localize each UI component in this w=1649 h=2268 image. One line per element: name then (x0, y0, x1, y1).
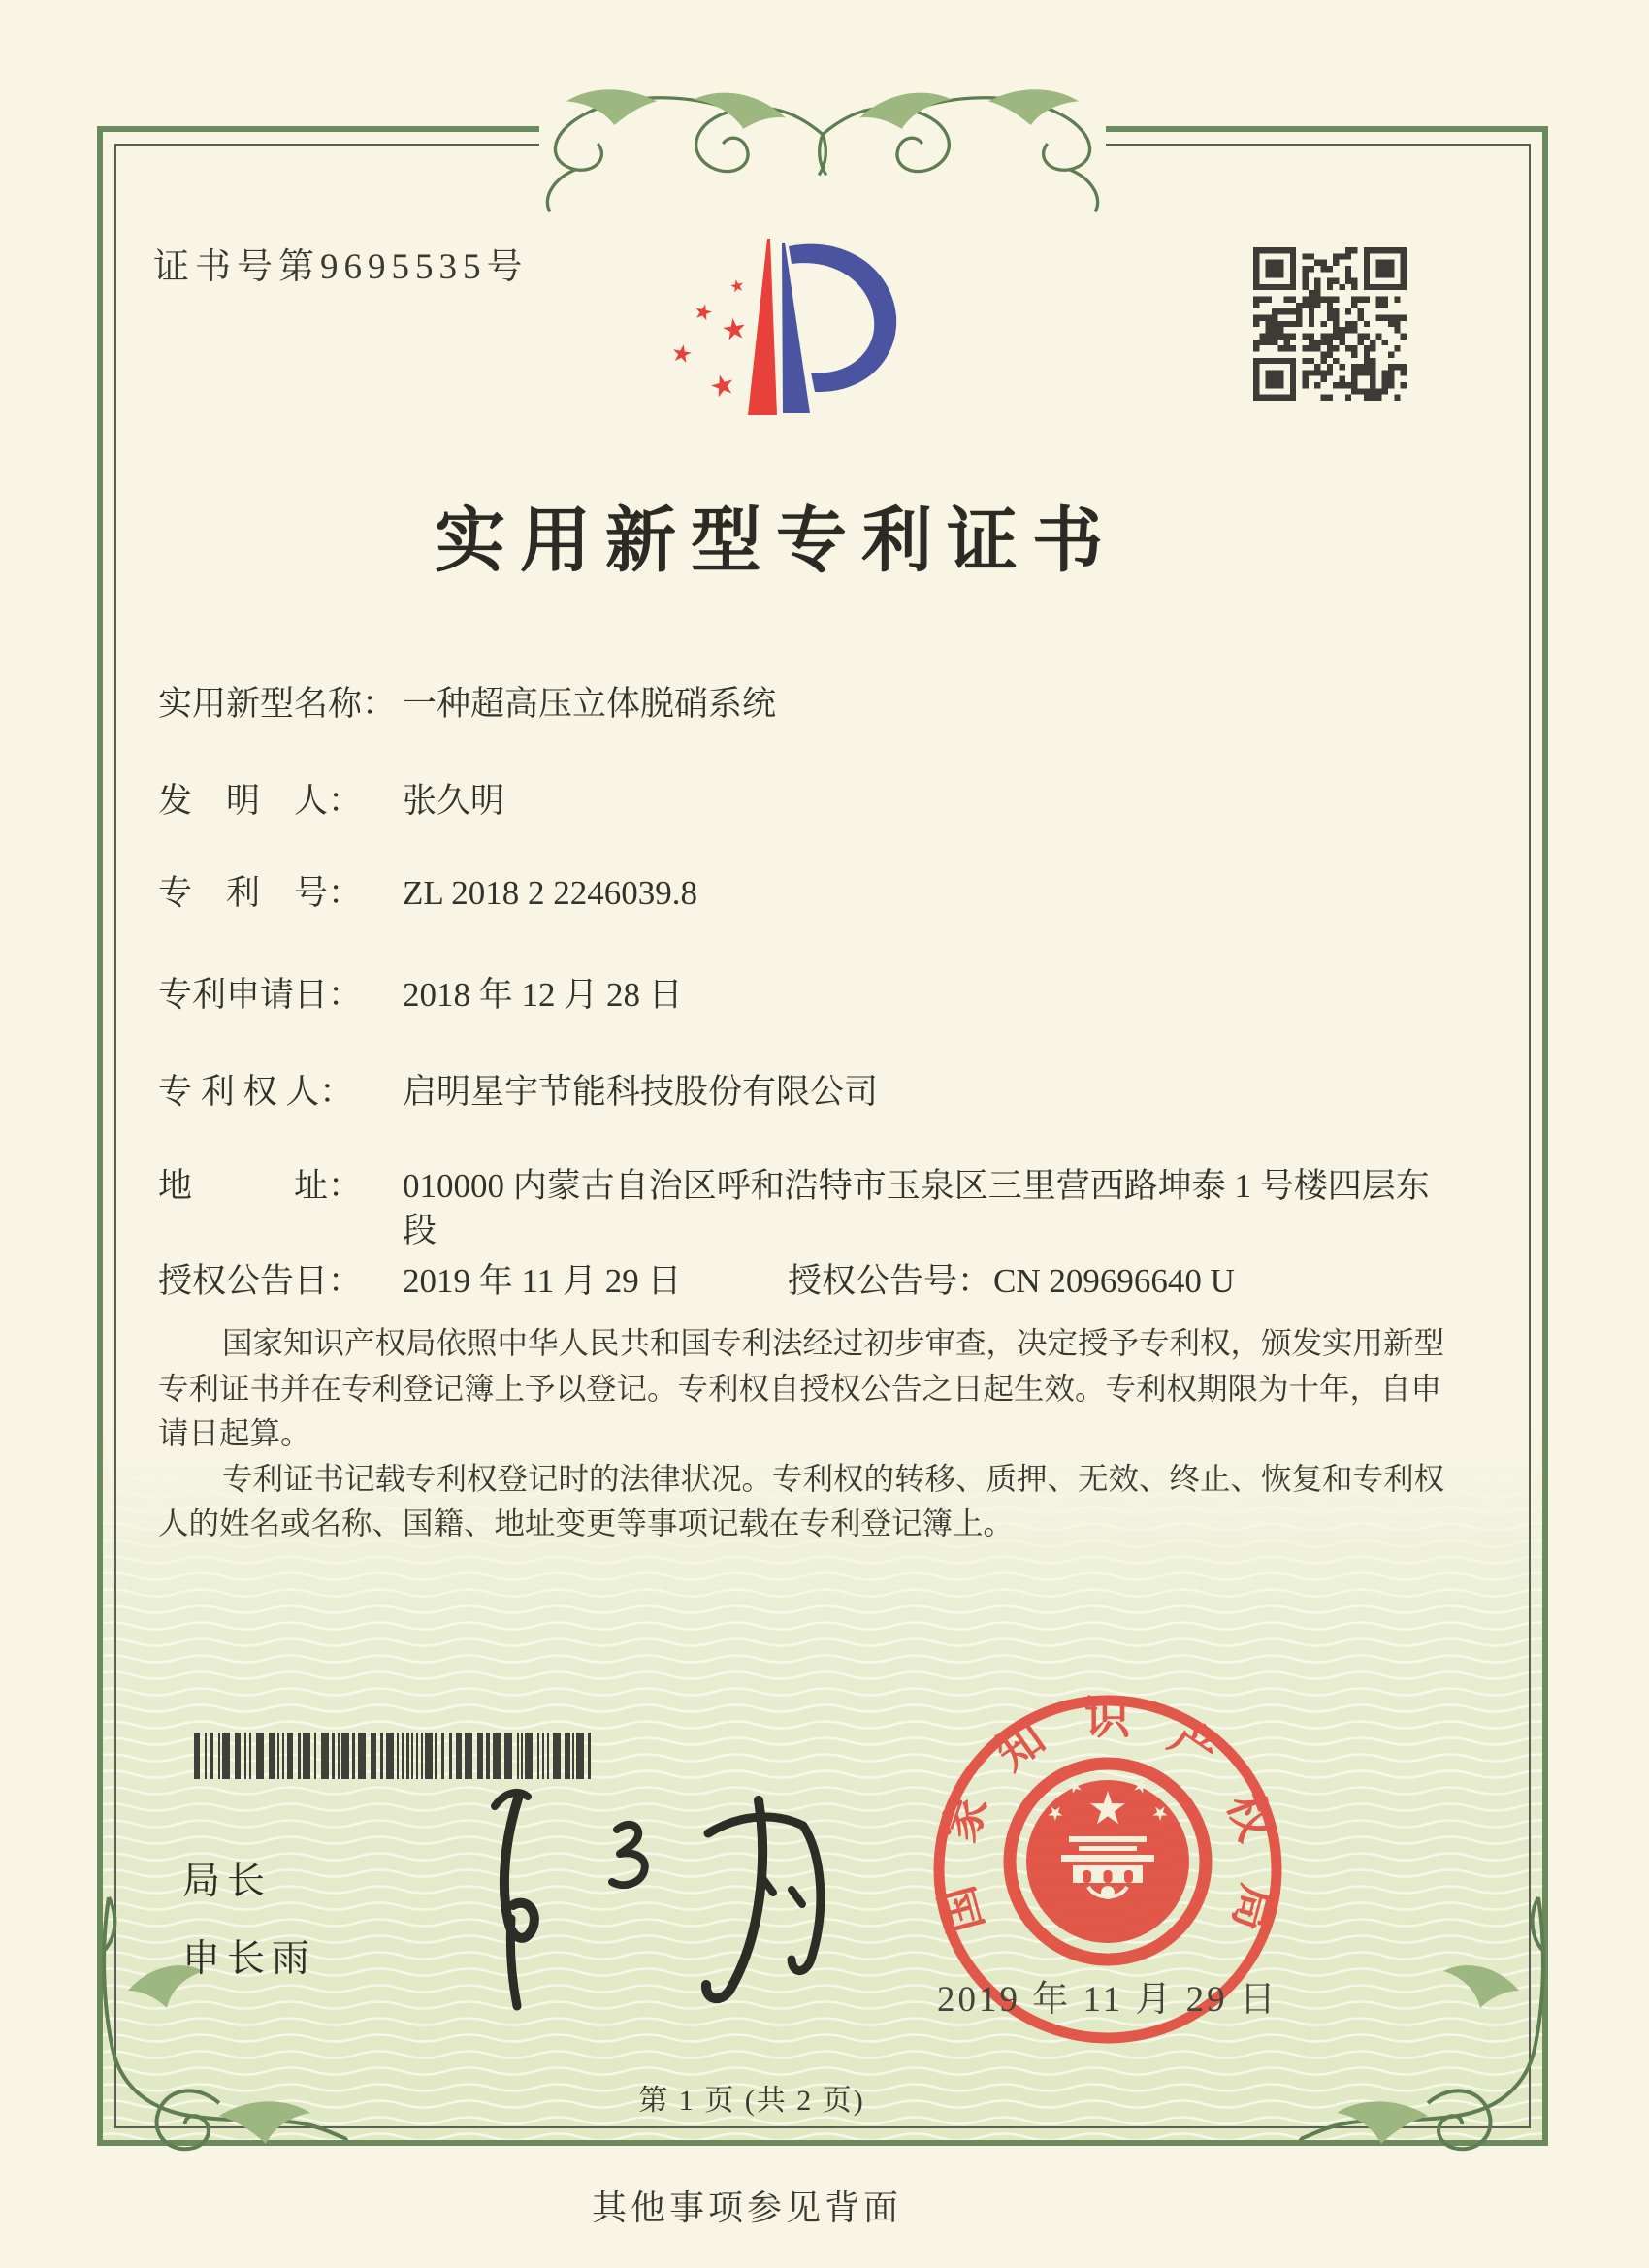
certificate-number: 证书号第9695535号 (153, 247, 529, 287)
officer-signature (417, 1773, 902, 2025)
field-row-address (158, 1164, 1448, 1253)
seal-date: 2019 年 11 月 29 日 (937, 1980, 1278, 2020)
field-row-apply-date (158, 973, 683, 1018)
field-label: 授权公告号： (788, 1262, 992, 1300)
field-value: 张久明 (403, 782, 505, 820)
legal-paragraph-2: 专利证书记载专利权登记时的法律状况。专利权的转移、质押、无效、终止、恢复和专利权人的姓名或名称、国籍、地址变更等事项记载在专利登记簿上。 (158, 1461, 1445, 1540)
field-row-patent-no (158, 871, 697, 916)
field-row-grant-no (788, 1259, 1235, 1304)
field-value: CN 209696640 U (993, 1262, 1235, 1300)
field-label: 授权公告日： (158, 1262, 363, 1300)
field-label: 实用新型名称： (158, 685, 397, 723)
field-row-inventor (158, 779, 504, 824)
top-ornament (539, 89, 1106, 211)
field-value: 启明星宇节能科技股份有限公司 (403, 1073, 879, 1111)
field-value: 2019 年 11 月 29 日 (403, 1262, 682, 1300)
field-label: 专 利 号： (158, 874, 363, 912)
field-row-grant-date (158, 1259, 681, 1304)
legal-text (158, 1321, 1456, 1547)
page-number: 第 1 页 (共 2 页) (638, 2085, 865, 2117)
field-label: 专 利 权 人： (158, 1073, 354, 1111)
field-value: 2018 年 12 月 28 日 (403, 976, 683, 1014)
field-value: ZL 2018 2 2246039.8 (403, 874, 697, 912)
qr-code (1253, 247, 1406, 401)
field-value: 一种超高压立体脱硝系统 (403, 685, 777, 723)
seal-ring-text: 国家知识产权局 (932, 1693, 1283, 1938)
field-value: 010000 内蒙古自治区呼和浩特市玉泉区三里营西路坤泰 1 号楼四层东段 (403, 1167, 1430, 1249)
national-emblem-icon (1010, 1764, 1206, 1960)
field-row-patentee (158, 1070, 878, 1115)
cnipa-logo-icon (667, 231, 910, 464)
field-label: 发 明 人： (158, 782, 363, 820)
field-label: 地 址： (158, 1167, 363, 1205)
officer-role-label: 局长 (182, 1861, 273, 1902)
legal-paragraph-1: 国家知识产权局依照中华人民共和国专利法经过初步审查，决定授予专利权，颁发实用新型专利证书并在专利登记簿上予以登记。专利权自授权公告之日起生效。专利权期限为十年，自申请日起算。 (158, 1326, 1445, 1450)
certificate-title: 实用新型专利证书 (435, 502, 1117, 580)
barcode (194, 1733, 601, 1779)
officer-name: 申长雨 (182, 1938, 317, 1980)
field-label: 专利申请日： (158, 976, 363, 1014)
field-row-name (158, 682, 776, 727)
back-note: 其他事项参见背面 (591, 2188, 902, 2227)
